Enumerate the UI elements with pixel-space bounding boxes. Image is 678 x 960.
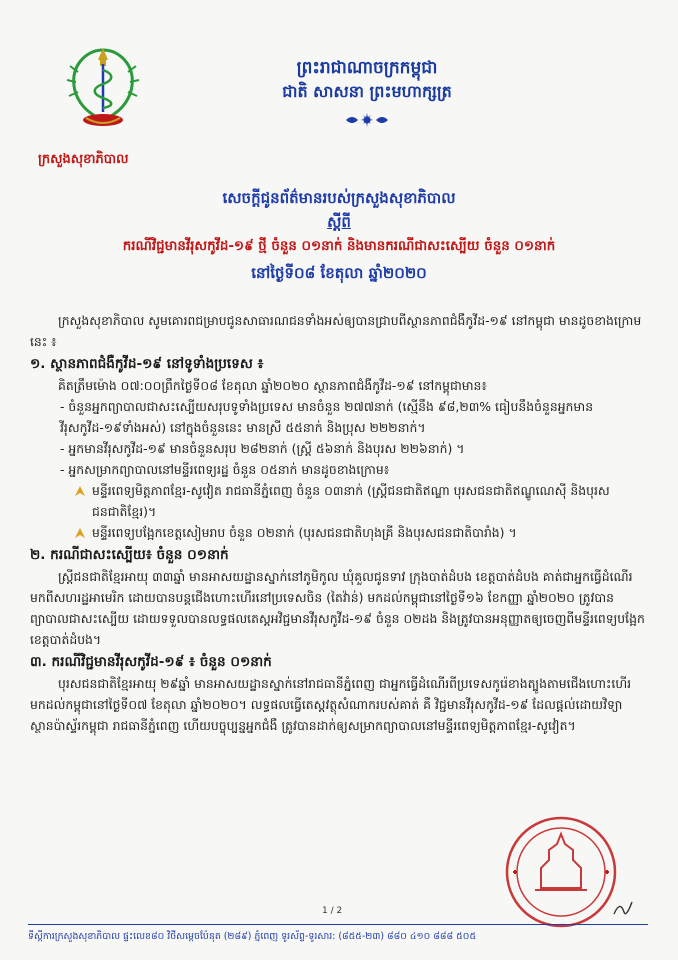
- section-1-item-recovered: - ចំនួនអ្នកព្យាបាលជាសះស្បើយសរុបទូទាំងប្រទេស មានចំនួន ២៧៧នាក់ (ស្មើនឹង ៩៨,២៣% ធៀបនឹងចំនួនអ្នកមានវីរុសកូវីដ-១៩ទាំងអស់) នៅក្នុងចំនួននេះ មានស្រី ៥៥នាក់ និងប្រុស ២២២នាក់។: [60, 399, 594, 435]
- footer-divider: [28, 924, 648, 925]
- signature-icon: [612, 898, 634, 918]
- title-line-2: ស្ដីពី: [327, 213, 351, 231]
- tri-ornament-icon: [342, 112, 392, 128]
- section-1-item-total: - អ្នកមានវីរុសកូវីដ-១៩ មានចំនួនសរុប ២៨២នាក់ (ស្ត្រី ៥៦នាក់ និងបុរស ២២៦នាក់) ។: [60, 441, 465, 456]
- document-title: [80, 186, 598, 286]
- section-1-sub-1-text: មន្ទីរពេទ្យមិត្តភាពខ្មែរ-សូវៀត រាជធានីភ្នំពេញ ចំនួន ០៣នាក់ (ស្ត្រីជនជាតិឥណ្ឌា បុរសជនជាតិឥណ្ឌូណេស៊ី និងបុរសជនជាតិខ្មែរ)។: [92, 483, 610, 519]
- title-date: នៅថ្ងៃទី០៨ ខែតុលា ឆ្នាំ២០២០: [251, 264, 427, 282]
- section-2-text: ស្ត្រីជនជាតិខ្មែរអាយុ ៣៣ឆ្នាំ មានអាសយដ្ឋានស្នាក់នៅភូមិកូល ឃុំគួលជូនទាវ ក្រុងបាត់ដំបង ខេត្តបាត់ដំបង គាត់ជាអ្នកធ្វើដំណើរមកពីសហរដ្ឋអាមេរិក ដោយបានបន្តជើងហោះហើរនៅប្រទេសចិន (តៃវ៉ាន់) មកដល់កម្ពុជានៅថ្ងៃទី១៦ ខែកញ្ញា ឆ្នាំ២០២០ ត្រូវបានព្យាបាលជាសះស្បើយ ដោយទទួលបានលទ្ធផលតេស្តអវិជ្ជមានវីរុសកូវីដ-១៩ ចំនួន ០២ដង និងត្រូវបានអនុញ្ញាតឲ្យចេញពីមន្ទីរពេទ្យបង្អែកខេត្តបាត់ដំបង។: [30, 569, 645, 647]
- page-number: 1 / 2: [322, 906, 343, 916]
- intro-paragraph: ក្រសួងសុខាភិបាល សូមគោរពជម្រាបជូនសាធារណជនទាំងអស់ឲ្យបានជ្រាបពីស្ថានភាពជំងឺកូវីដ-១៩ នៅកម្ពុជា មានដូចខាងក្រោមនេះ ៖: [30, 313, 642, 349]
- section-1-lead: គិតត្រឹមម៉ោង ០៧:០០ព្រឹកថ្ងៃទី០៨ ខែតុលា ឆ្នាំ២០២០ ស្ថានភាពជំងឺកូវីដ-១៩ នៅកម្ពុជាមាន៖: [58, 378, 487, 393]
- section-3-text: បុរសជនជាតិខ្មែរអាយុ ២៩ឆ្នាំ មានអាសយដ្ឋានស្នាក់នៅរាជធានីភ្នំពេញ ជាអ្នកធ្វើដំណើរពីប្រទេសកូរ៉េខាងត្បូងតាមជើងហោះហើរ មកដល់កម្ពុជានៅថ្ងៃទី០៧ ខែតុលា ឆ្នាំ២០២០។ លទ្ធផលធ្វើតេស្តវត្ថុសំណាករបស់គាត់ គឺ វិជ្ជមានវីរុសកូវីដ-១៩ ដែលផ្ដល់ដោយវិទ្យាស្ថានប៉ាស្ទ័រកម្ពុជា រាជធានីភ្នំពេញ ហើយបច្ចុប្បន្នអ្នកជំងឺ ត្រូវបានដាក់ឲ្យសម្រាកព្យាបាលនៅមន្ទីរពេទ្យមិត្តភាពខ្មែរ-សូវៀត។: [30, 676, 632, 733]
- section-1-sub-2-text: មន្ទីរពេទ្យបង្អែកខេត្តសៀមរាប ចំនួន ០២នាក់ (បុរសជនជាតិហុងគ្រី និងបុរសជនជាតិបារាំង) ។: [92, 525, 517, 540]
- section-1-sub-2: [30, 522, 645, 543]
- document-body: [30, 310, 645, 736]
- kingdom-line-2: ជាតិ សាសនា ព្រះមហាក្សត្រ: [282, 82, 452, 101]
- section-1-heading: ១. ស្ថានភាពជំងឺកូវីដ-១៩ នៅទូទាំងប្រទេស ៖: [30, 356, 264, 372]
- section-1-sub-1: [30, 480, 645, 522]
- kingdom-line-1: ព្រះរាជាណាចក្រកម្ពុជា: [296, 58, 438, 78]
- title-line-1: សេចក្ដីជូនព័ត៌មានរបស់ក្រសួងសុខាភិបាល: [222, 189, 456, 207]
- ministry-name-under-logo: ក្រសួងសុខាភិបាល: [38, 152, 129, 167]
- footer-address: ទីស្ដីការក្រសួងសុខាភិបាល ផ្ទះលេខ៨០ វិថីសម្ដេចប៉ែនុត (២៨៩) ភ្នំពេញ ទូរស័ព្ទ-ទូរសារ: (៨៥៥-២៣) ៨៨០ ៤១០ ៨៨៨ ៥០៥: [28, 931, 477, 942]
- red-seal-icon: [483, 810, 633, 930]
- title-line-3: ករណីវិជ្ជមានវីរុសកូវីដ-១៩ ថ្មី ចំនួន ០១នាក់ និងមានករណីជាសះស្បើយ ចំនួន ០១នាក់: [122, 239, 556, 254]
- section-1-item-hospitalized: - អ្នកសម្រាកព្យាបាលនៅមន្ទីរពេទ្យរដ្ឋ ចំនួន ០៥នាក់ មានដូចខាងក្រោម៖: [60, 462, 390, 477]
- arrow-bullet-icon: [74, 527, 86, 539]
- arrow-bullet-icon: [74, 485, 86, 497]
- kingdom-header: [236, 56, 498, 104]
- section-2-heading: ២. ករណីជាសះស្បើយ៖ ចំនួន ០១នាក់: [30, 547, 229, 563]
- ministry-emblem-icon: [58, 42, 148, 132]
- section-3-heading: ៣. ករណីវិជ្ជមានវីរុសកូវីដ-១៩ ៖ ចំនួន ០១នាក់: [30, 654, 272, 670]
